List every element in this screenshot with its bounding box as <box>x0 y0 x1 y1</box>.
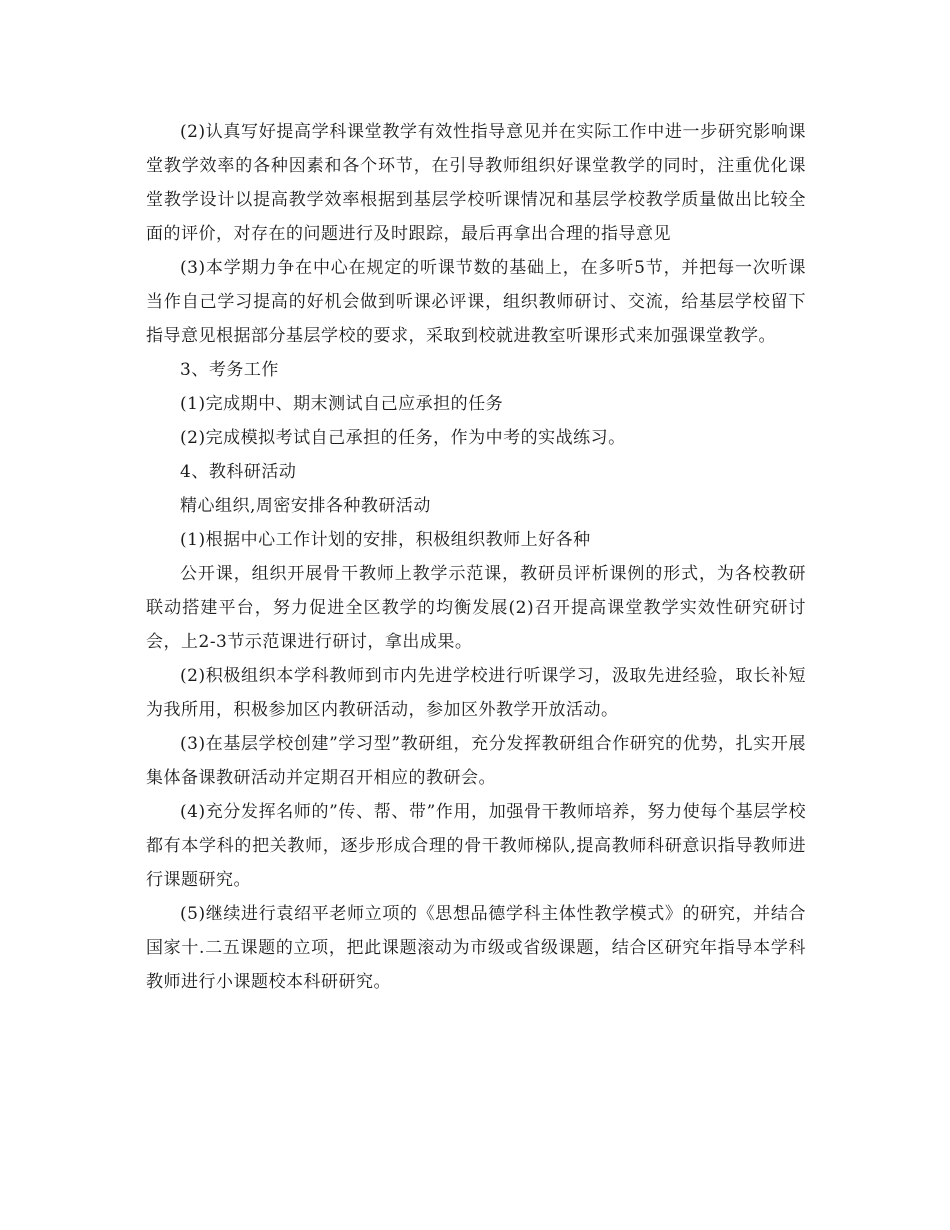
paragraph-lesson-observation: (3)本学期力争在中心在规定的听课节数的基础上，在多听5节，并把每一次听课当作自己学习提高的好机会做到听课必评课，组织教师研讨、交流，给基层学校留下指导意见根据部分基层学校的要求，采取到校就进教室听课形式来加强课堂教学。 <box>146 258 806 346</box>
paragraph-research-project: (5)继续进行袁绍平老师立项的《思想品德学科主体性教学模式》的研究，并结合国家十.二五课题的立项，把此课题滚动为市级或省级课题，结合区研究年指导本学科教师进行小课题校本科研研究。 <box>146 904 806 992</box>
paragraph-school-visits: (2)积极组织本学科教师到市内先进学校进行听课学习，汲取先进经验，取长补短为我所用，积极参加区内教研活动，参加区外教学开放活动。 <box>146 666 806 720</box>
paragraph-teaching-guidance: (2)认真写好提高学科课堂教学有效性指导意见并在实际工作中进一步研究影响课堂教学效率的各种因素和各个环节，在引导教师组织好课堂教学的同时，注重优化课堂教学设计以提高教学效率根据到基层学校听课情况和基层学校教学质量做出比较全面的评价，对存在的问题进行及时跟踪，最后再拿出合理的指导意见 <box>146 122 806 244</box>
paragraph-learning-groups: (3)在基层学校创建”学习型”教研组，充分发挥教研组合作研究的优势，扎实开展集体备课教研活动并定期召开相应的教研会。 <box>146 734 806 788</box>
paragraph-mock-exam: (2)完成模拟考试自己承担的任务，作为中考的实战练习。 <box>180 428 626 448</box>
paragraph-midterm-final-tests: (1)完成期中、期末测试自己应承担的任务 <box>180 394 504 414</box>
section-heading-research-activities: 4、教科研活动 <box>180 462 297 482</box>
section-heading-exam-work: 3、考务工作 <box>180 360 279 380</box>
paragraph-careful-organization: 精心组织,周密安排各种教研活动 <box>180 496 431 516</box>
paragraph-master-teachers: (4)充分发挥名师的”传、帮、带”作用，加强骨干教师培养，努力使每个基层学校都有本学科的把关教师，逐步形成合理的骨干教师梯队,提高教师科研意识指导教师进行课题研究。 <box>146 802 806 890</box>
paragraph-center-work-plan: (1)根据中心工作计划的安排，积极组织教师上好各种 <box>180 530 591 550</box>
paragraph-open-classes: 公开课，组织开展骨干教师上教学示范课，教研员评析课例的形式，为各校教研联动搭建平台，努力促进全区教学的均衡发展(2)召开提高课堂教学实效性研究研讨会，上2-3节示范课进行研讨，拿出成果。 <box>146 564 806 652</box>
document-body <box>146 115 806 999</box>
